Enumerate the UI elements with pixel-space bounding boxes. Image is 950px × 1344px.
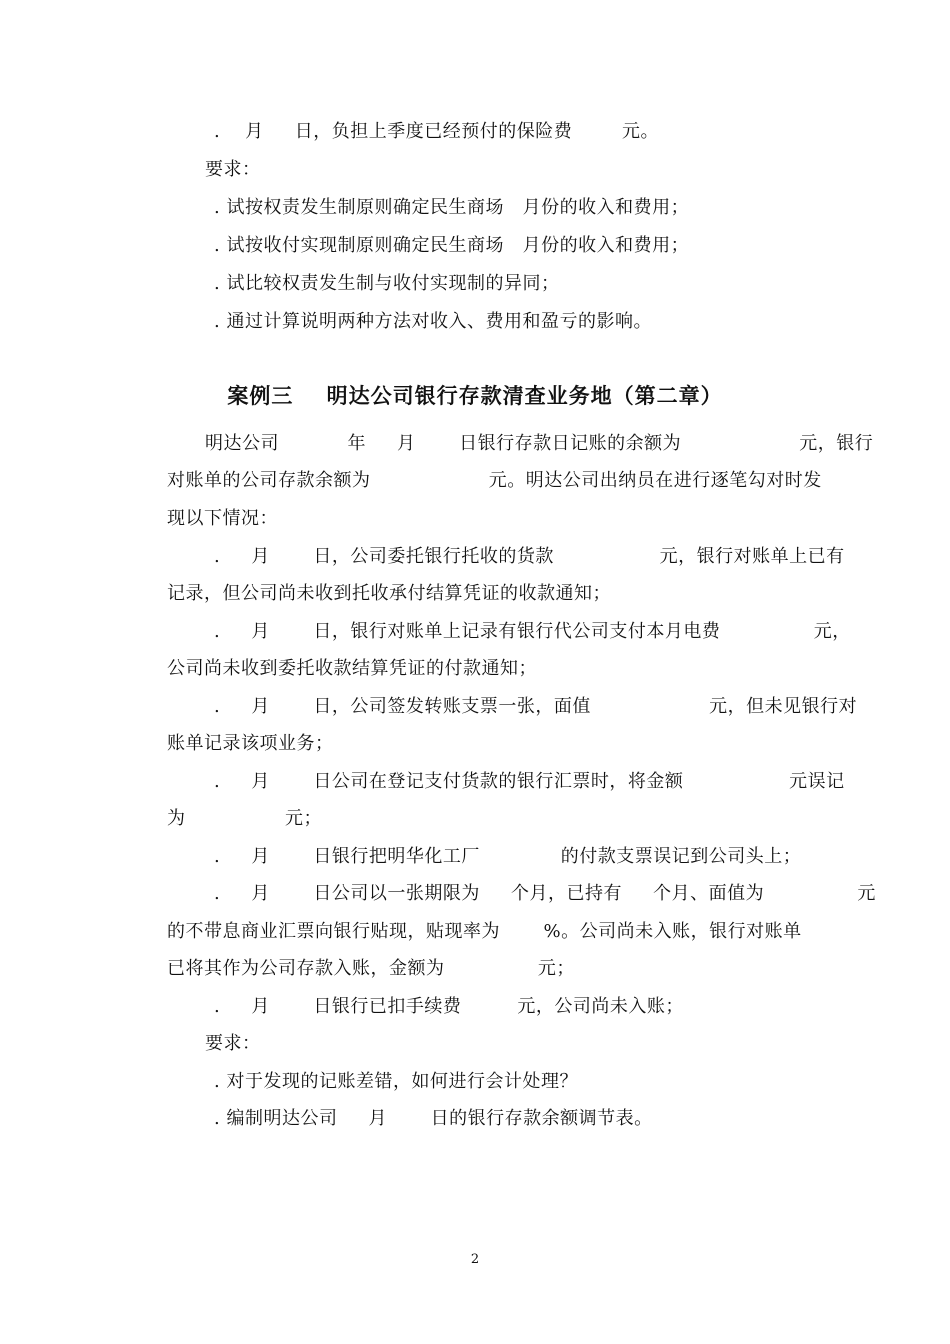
- case-item: . 月 日公司在登记支付货款的银行汇票时，将金额 元误记: [214, 771, 845, 792]
- case-item-continuation: 的不带息商业汇票向银行贴现，贴现率为 %。公司尚未入账，银行对账单: [167, 921, 802, 942]
- case-item-continuation: 公司尚未收到委托收款结算凭证的付款通知；: [167, 658, 537, 679]
- requirement-item: . 试比较权责发生制与收付实现制的异同；: [214, 273, 560, 294]
- case-item: . 月 日，公司签发转账支票一张，面值 元，但未见银行对: [214, 696, 858, 717]
- intro-line: 明达公司 年 月 日银行存款日记账的余额为 元，银行: [205, 433, 874, 454]
- case-title: 案例三 明达公司银行存款清查业务地（第二章）: [227, 384, 723, 408]
- case-item-continuation: 为 元；: [167, 808, 323, 829]
- case-item: . 月 日银行已扣手续费 元，公司尚未入账；: [214, 996, 684, 1017]
- case-item-continuation: 记录，但公司尚未收到托收承付结算凭证的收款通知；: [167, 583, 611, 604]
- intro-line: 现以下情况：: [167, 508, 278, 529]
- case-item: . 月 日，公司委托银行托收的货款 元，银行对账单上已有: [214, 546, 845, 567]
- case-item-continuation: 账单记录该项业务；: [167, 733, 334, 754]
- intro-line: 对账单的公司存款余额为 元。明达公司出纳员在进行逐笔勾对时发: [167, 470, 822, 491]
- requirement-item: . 通过计算说明两种方法对收入、费用和盈亏的影响。: [214, 311, 652, 332]
- requirement-item: . 对于发现的记账差错，如何进行会计处理？: [214, 1071, 578, 1092]
- case-item: . 月 日银行把明华化工厂 的付款支票误记到公司头上；: [214, 846, 802, 867]
- page-number: 2: [470, 1252, 480, 1267]
- requirement-item: . 编制明达公司 月 日的银行存款余额调节表。: [214, 1108, 653, 1129]
- prior-item-insurance: . 月 日，负担上季度已经预付的保险费 元。: [214, 121, 659, 142]
- requirements-label: 要求：: [205, 159, 261, 180]
- requirement-item: . 试按收付实现制原则确定民生商场 月份的收入和费用；: [214, 235, 690, 256]
- case-item: . 月 日公司以一张期限为 个月，已持有 个月、面值为 元: [214, 883, 876, 904]
- case-item-continuation: 已将其作为公司存款入账，金额为 元；: [167, 958, 575, 979]
- requirement-item: . 试按权责发生制原则确定民生商场 月份的收入和费用；: [214, 197, 690, 218]
- case-item: . 月 日，银行对账单上记录有银行代公司支付本月电费 元，: [214, 621, 851, 642]
- requirements-label: 要求：: [205, 1033, 261, 1054]
